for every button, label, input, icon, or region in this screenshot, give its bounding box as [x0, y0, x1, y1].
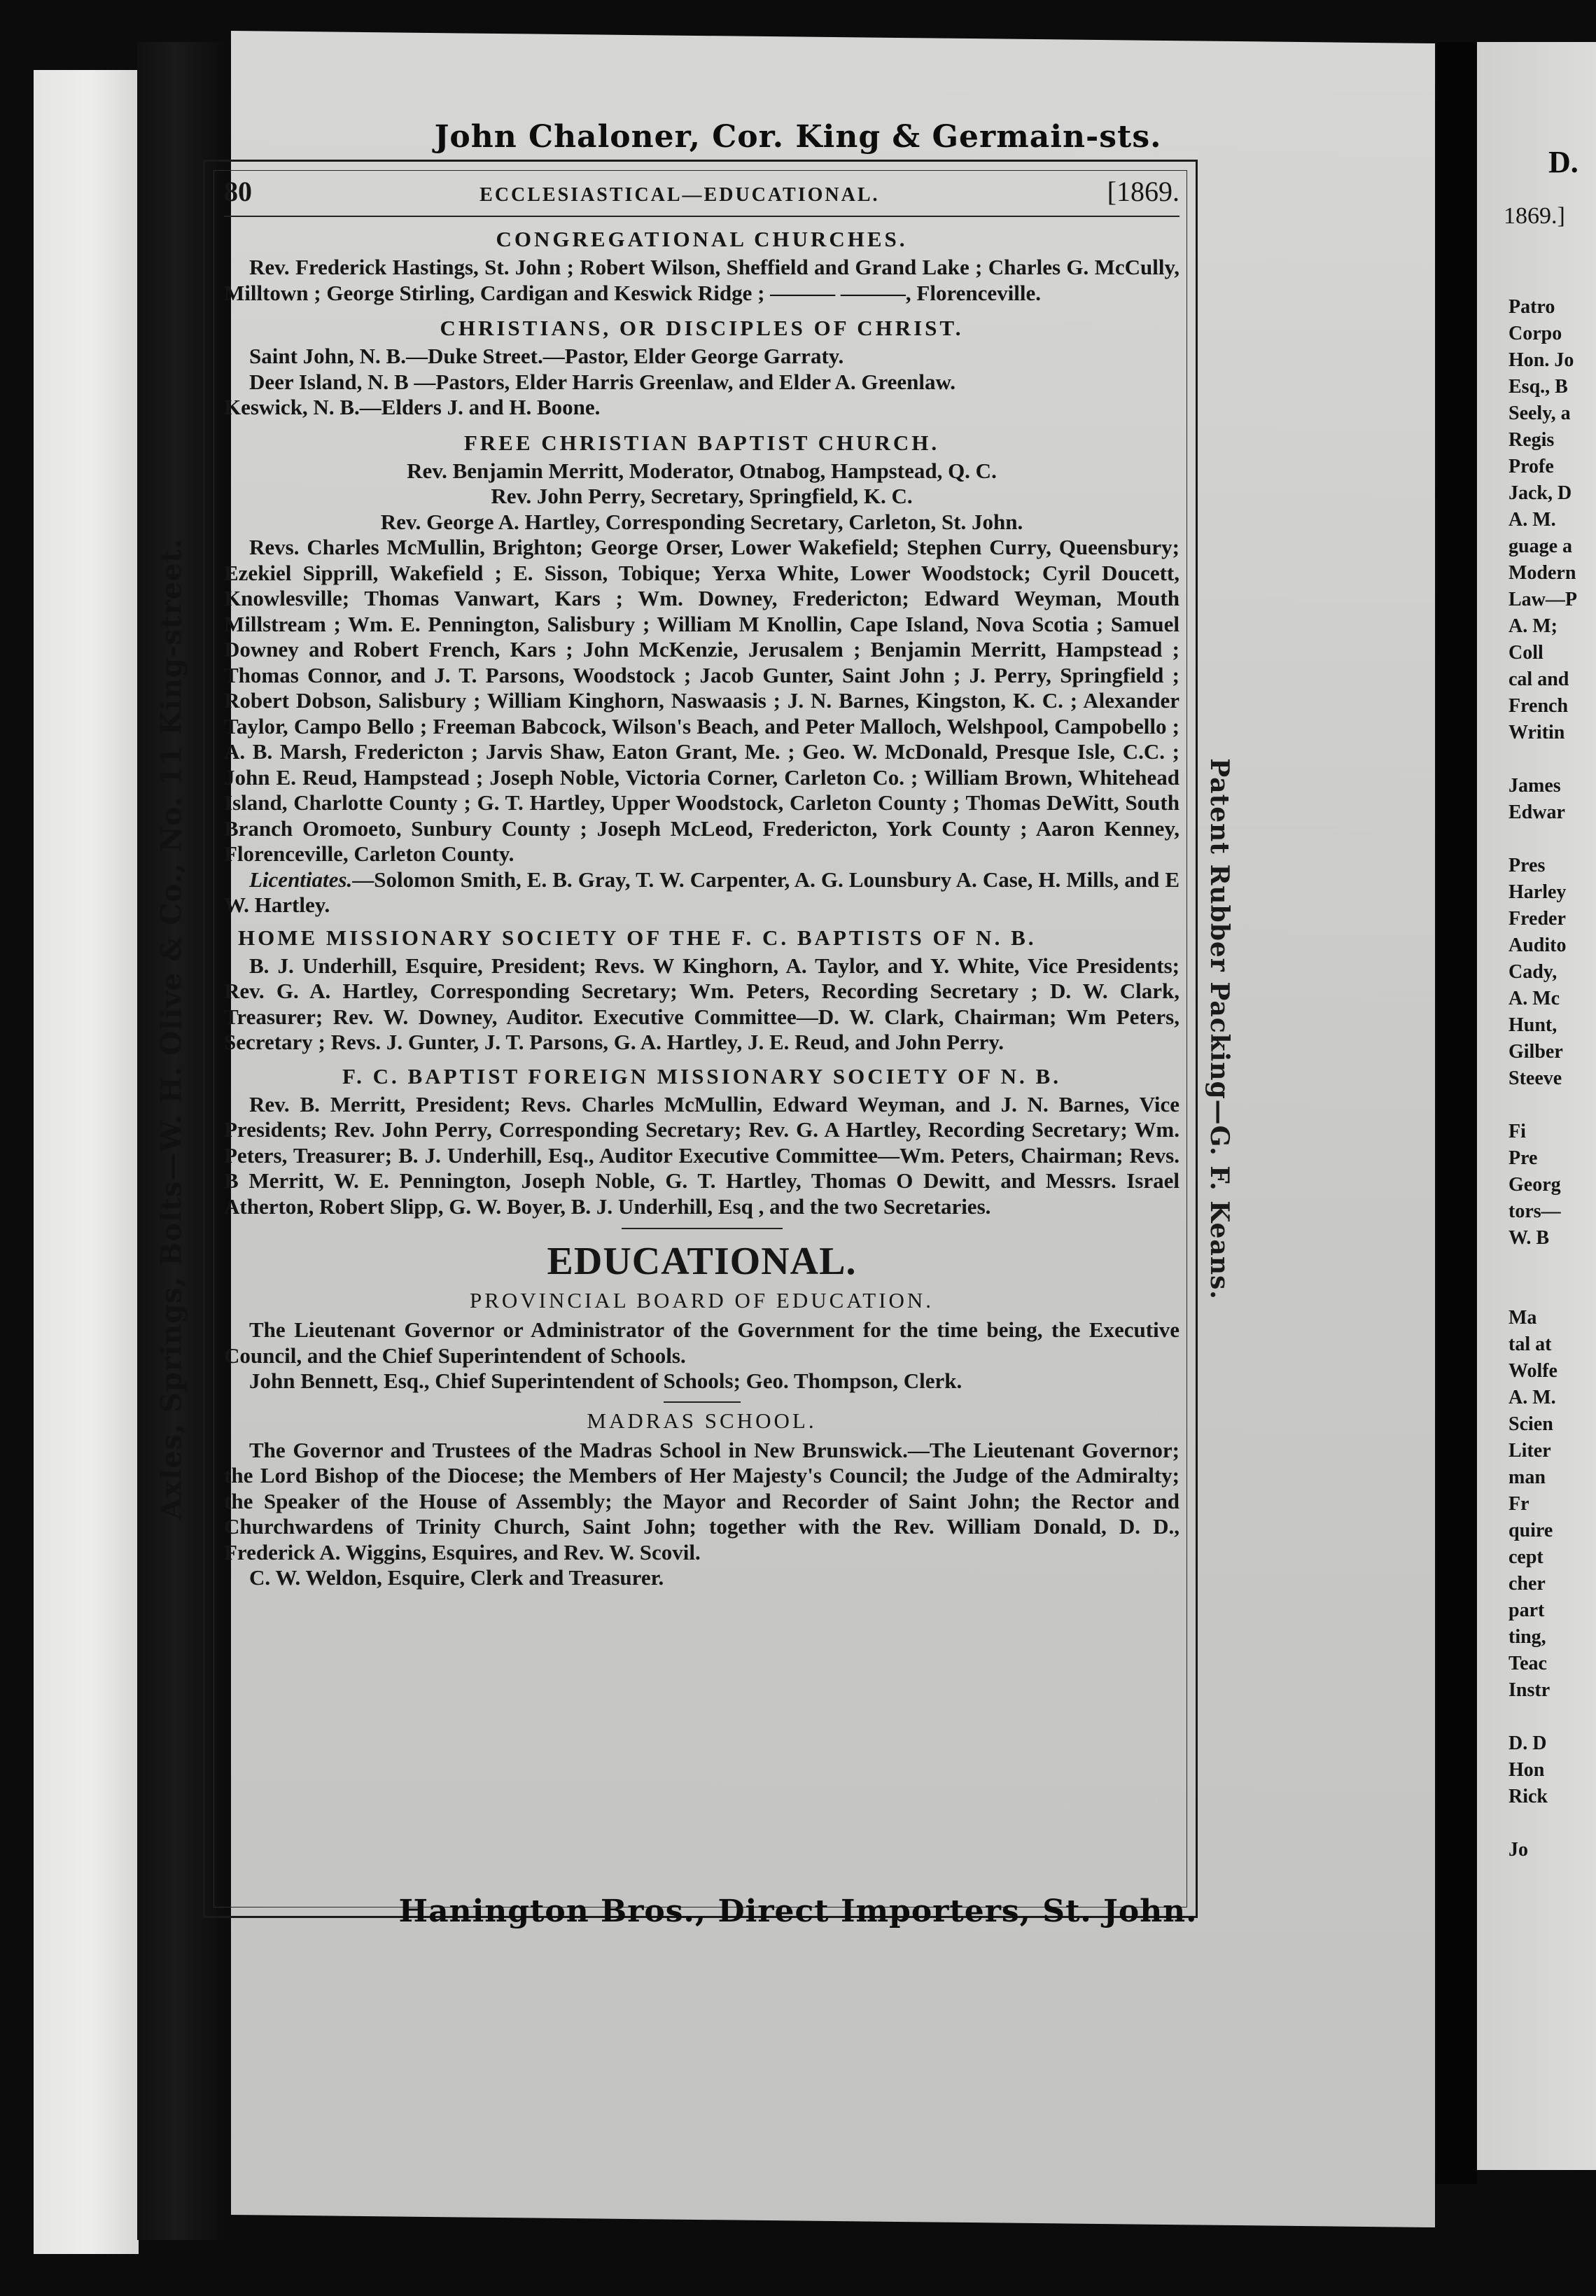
facing-page-line: [1508, 1252, 1596, 1278]
facing-page-line: Seely, a: [1508, 402, 1571, 424]
facing-page-line: Writin: [1508, 722, 1565, 743]
right-margin-advert-text: Patent Rubber Packing—G. F. Keans.: [1205, 758, 1234, 1300]
page-number: 80: [224, 176, 252, 207]
facing-page-line: Corpo: [1508, 323, 1562, 344]
christians-line-2: Deer Island, N. B —Pastors, Elder Harris Greenlaw, and Elder A. Greenlaw.: [249, 369, 955, 394]
facing-page-line: quire: [1508, 1520, 1553, 1541]
facing-page-line: A. M.: [1508, 1387, 1556, 1408]
facing-page-line: Scien: [1508, 1413, 1553, 1435]
facing-page-line: cal and: [1508, 668, 1569, 690]
section-divider: [622, 1228, 783, 1229]
facing-page-line: Pre: [1508, 1147, 1538, 1169]
gutter: [1436, 42, 1477, 2184]
facing-page-line: Law—P: [1508, 589, 1577, 610]
running-header: [224, 175, 1180, 213]
facing-page-line: [1508, 1704, 1596, 1730]
facing-page-line: Jack, D: [1508, 482, 1572, 504]
facing-page-line: Freder: [1508, 908, 1566, 930]
facing-page-line: man: [1508, 1466, 1546, 1488]
licentiates-names: —Solomon Smith, E. B. Gray, T. W. Carpenter, A. G. Lounsbury A. Case, H. Mills, and E W. Hartley.: [224, 867, 1180, 917]
facing-page-line: Hon. Jo: [1508, 349, 1574, 371]
facing-page-line: W. B: [1508, 1227, 1550, 1249]
facing-page-line: Georg: [1508, 1174, 1561, 1196]
free-christian-officer-1: Rev. Benjamin Merritt, Moderator, Otnabog, Hampstead, Q. C.: [407, 458, 997, 483]
free-christian-heading: FREE CHRISTIAN BAPTIST CHURCH.: [463, 430, 940, 455]
facing-page-line: Rick: [1508, 1786, 1548, 1807]
page-content: [224, 175, 1180, 1591]
left-margin-advert-text: Axles, Springs, Bolts—W. H. Olive & Co., No. 11 King-street.: [155, 538, 188, 1520]
facing-page-top: D.: [1548, 145, 1578, 179]
facing-page-line: A. M.: [1508, 509, 1556, 531]
facing-page-line: tors—: [1508, 1200, 1561, 1222]
facing-page-line: Ma: [1508, 1307, 1537, 1329]
facing-page-line: Fr: [1508, 1493, 1530, 1515]
facing-page-line: Jo: [1508, 1839, 1528, 1861]
facing-page-line: Instr: [1508, 1679, 1550, 1701]
running-title: ECCLESIASTICAL—EDUCATIONAL.: [479, 184, 880, 206]
foreign-missionary-body: Rev. B. Merritt, President; Revs. Charles McMullin, Edward Weyman, and J. N. Barnes, Vice Presidents; Rev. John Perry, Corresponding Secretary; Rev. G. A Hartley, Recording Secretary; Wm. Peters, Treasurer; B. J. Underhill, Esq., Auditor Executive Committee—Wm. Peters, Chairman; Revs. B Merritt, W. E. Pennington, Joseph Noble, G. T. Hartley, Thomas O Dewitt, and Messrs. Israel Atherton, Robert Slipp, G. W. Boyer, B. J. Underhill, Esq , and the two Secretaries.: [224, 1091, 1180, 1219]
facing-page-line: Harley: [1508, 881, 1567, 903]
madras-clerk: C. W. Weldon, Esquire, Clerk and Treasurer.: [249, 1565, 664, 1590]
facing-page-line: guage a: [1508, 536, 1572, 557]
facing-page-line: Profe: [1508, 456, 1554, 477]
facing-page-line: Patro: [1508, 296, 1555, 318]
christians-line-1: Saint John, N. B.—Duke Street.—Pastor, Elder George Garraty.: [249, 344, 844, 368]
header-rule: [224, 216, 1180, 217]
facing-page-line: Fi: [1508, 1121, 1526, 1142]
free-christian-officer-2: Rev. John Perry, Secretary, Springfield, K. C.: [491, 484, 913, 508]
facing-page-line: [1508, 1278, 1596, 1305]
facing-page-line: Teac: [1508, 1653, 1547, 1674]
bottom-advert: Hanington Bros., Direct Importers, St. John.: [398, 1893, 1198, 1929]
facing-page-line: Audito: [1508, 934, 1567, 956]
facing-page-line: A. Mc: [1508, 988, 1560, 1009]
madras-body: The Governor and Trustees of the Madras School in New Brunswick.—The Lieutenant Governor; the Lord Bishop of the Diocese; the Members of Her Majesty's Council; the Judge of the Admiralty; the Speaker of the House of Assembly; the Mayor and Recorder of Saint John; the Rector and Churchwardens of Trinity Church, Saint John; together with the Rev. William Donald, D. D., Frederick A. Wiggins, Esquires, and Rev. W. Scovil.: [224, 1437, 1180, 1564]
facing-page-line: Hunt,: [1508, 1014, 1558, 1036]
facing-page-line: tal at: [1508, 1334, 1552, 1355]
facing-page-line: Modern: [1508, 562, 1576, 584]
facing-page-line: ting,: [1508, 1626, 1546, 1648]
board-heading: PROVINCIAL BOARD OF EDUCATION.: [469, 1288, 934, 1312]
board-body: The Lieutenant Governor or Administrator of the Government for the time being, the Executive Council, and the Chief Superintendent of Schools.: [224, 1317, 1180, 1368]
facing-page-line: Regis: [1508, 429, 1555, 451]
facing-page-line: James: [1508, 775, 1561, 797]
facing-page-line: French: [1508, 695, 1569, 717]
facing-page-line: D. D: [1508, 1732, 1547, 1754]
home-missionary-body: B. J. Underhill, Esquire, President; Revs. W Kinghorn, A. Taylor, and Y. White, Vice Presidents; Rev. G. A. Hartley, Corresponding Secretary; Wm. Peters, Recording Secretary ; D. W. Clark, Treasurer; Rev. W. Downey, Auditor. Executive Committee—D. W. Clark, Chairman; Wm Peters, Secretary ; Revs. J. Gunter, J. T. Parsons, G. A. Hartley, J. E. Reud, and John Perry.: [224, 953, 1180, 1054]
facing-page-line: Esq., B: [1508, 376, 1568, 398]
facing-page-line: Coll: [1508, 642, 1544, 664]
facing-page-fragments: [1508, 294, 1596, 1863]
home-missionary-heading: HOME MISSIONARY SOCIETY OF THE F. C. BAPTISTS OF N. B.: [238, 925, 1037, 950]
licentiates-label: Licentiates.: [249, 867, 353, 892]
facing-page-line: Hon: [1508, 1759, 1545, 1781]
top-advert: John Chaloner, Cor. King & Germain-sts.: [434, 119, 1162, 155]
facing-page-line: [1508, 1092, 1596, 1119]
facing-page-line: part: [1508, 1600, 1545, 1621]
facing-page-line: Pres: [1508, 855, 1546, 876]
licentiates: [224, 867, 1180, 918]
facing-page-year: 1869.]: [1504, 203, 1565, 229]
facing-page-line: Gilber: [1508, 1041, 1563, 1063]
facing-page-line: Steeve: [1508, 1068, 1562, 1089]
christians-line-3: Keswick, N. B.—Elders J. and H. Boone.: [224, 395, 601, 419]
facing-page-line: Edwar: [1508, 802, 1565, 823]
madras-heading: MADRAS SCHOOL.: [587, 1408, 817, 1433]
facing-page-line: cept: [1508, 1546, 1544, 1568]
board-officers: John Bennett, Esq., Chief Superintendent of Schools; Geo. Thompson, Clerk.: [249, 1368, 962, 1393]
congregational-body: Rev. Frederick Hastings, St. John ; Robert Wilson, Sheffield and Grand Lake ; Charles G. McCully, Milltown ; George Stirling, Cardigan and Keswick Ridge ; ——— ———, Florenceville.: [224, 255, 1180, 305]
facing-page-line: [1508, 1810, 1596, 1837]
subsection-divider: [664, 1401, 741, 1403]
congregational-heading: CONGREGATIONAL CHURCHES.: [496, 227, 908, 251]
facing-page-line: Liter: [1508, 1440, 1551, 1462]
free-christian-officer-3: Rev. George A. Hartley, Corresponding Secretary, Carleton, St. John.: [380, 509, 1023, 534]
foreign-missionary-heading: F. C. BAPTIST FOREIGN MISSIONARY SOCIETY OF N. B.: [342, 1063, 1061, 1088]
facing-page-line: [1508, 746, 1596, 773]
facing-page-line: A. M;: [1508, 615, 1558, 637]
facing-page-line: Cady,: [1508, 961, 1558, 983]
educational-heading: EDUCATIONAL.: [547, 1240, 857, 1283]
header-year: [1869.: [1107, 176, 1180, 207]
facing-page-line: cher: [1508, 1573, 1546, 1595]
christians-heading: CHRISTIANS, OR DISCIPLES OF CHRIST.: [440, 316, 964, 340]
facing-page-line: Wolfe: [1508, 1360, 1558, 1382]
free-christian-ministers: Revs. Charles McMullin, Brighton; George Orser, Lower Wakefield; Stephen Curry, Queensbury; Ezekiel Sipprill, Wakefield ; E. Sisson, Tobique; Yerxa White, Lower Woodstock; Cyril Doucett, Knowlesville; Thomas Vanwart, Kars ; Wm. Downey, Fredericton; Edward Weyman, Mouth Millstream ; Wm. E. Pennington, Salisbury ; William M Knollin, Cape Island, Nova Scotia ; Samuel Downey and Robert French, Kars ; John McKenzie, Jerusalem ; Benjamin Merritt, Hampstead ; Thomas Connor, and J. T. Parsons, Woodstock ; Jacob Gunter, Saint John ; J. Perry, Springfield ; Robert Dobson, Salisbury ; William Kinghorn, Naswaasis ; J. N. Barnes, Kingston, K. C. ; Alexander Taylor, Campo Bello ; Freeman Babcock, Wilson's Beach, and Peter Malloch, Welshpool, Campobello ; A. B. Marsh, Fredericton ; Jarvis Shaw, Eaton Grant, Me. ; Geo. W. McDonald, Presque Isle, C.C. ; John E. Reud, Hampstead ; Joseph Noble, Victoria Corner, Carleton Co. ; William Brown, Whitehead Island, Charlotte County ; G. T. Hartley, Upper Woodstock, Carleton County ; Thomas DeWitt, South Branch Oromoeto, Sunbury County ; Joseph McLeod, Fredericton, York County ; Aaron Kenney, Florenceville, Carleton County.: [224, 535, 1180, 866]
facing-page-line: [1508, 826, 1596, 853]
